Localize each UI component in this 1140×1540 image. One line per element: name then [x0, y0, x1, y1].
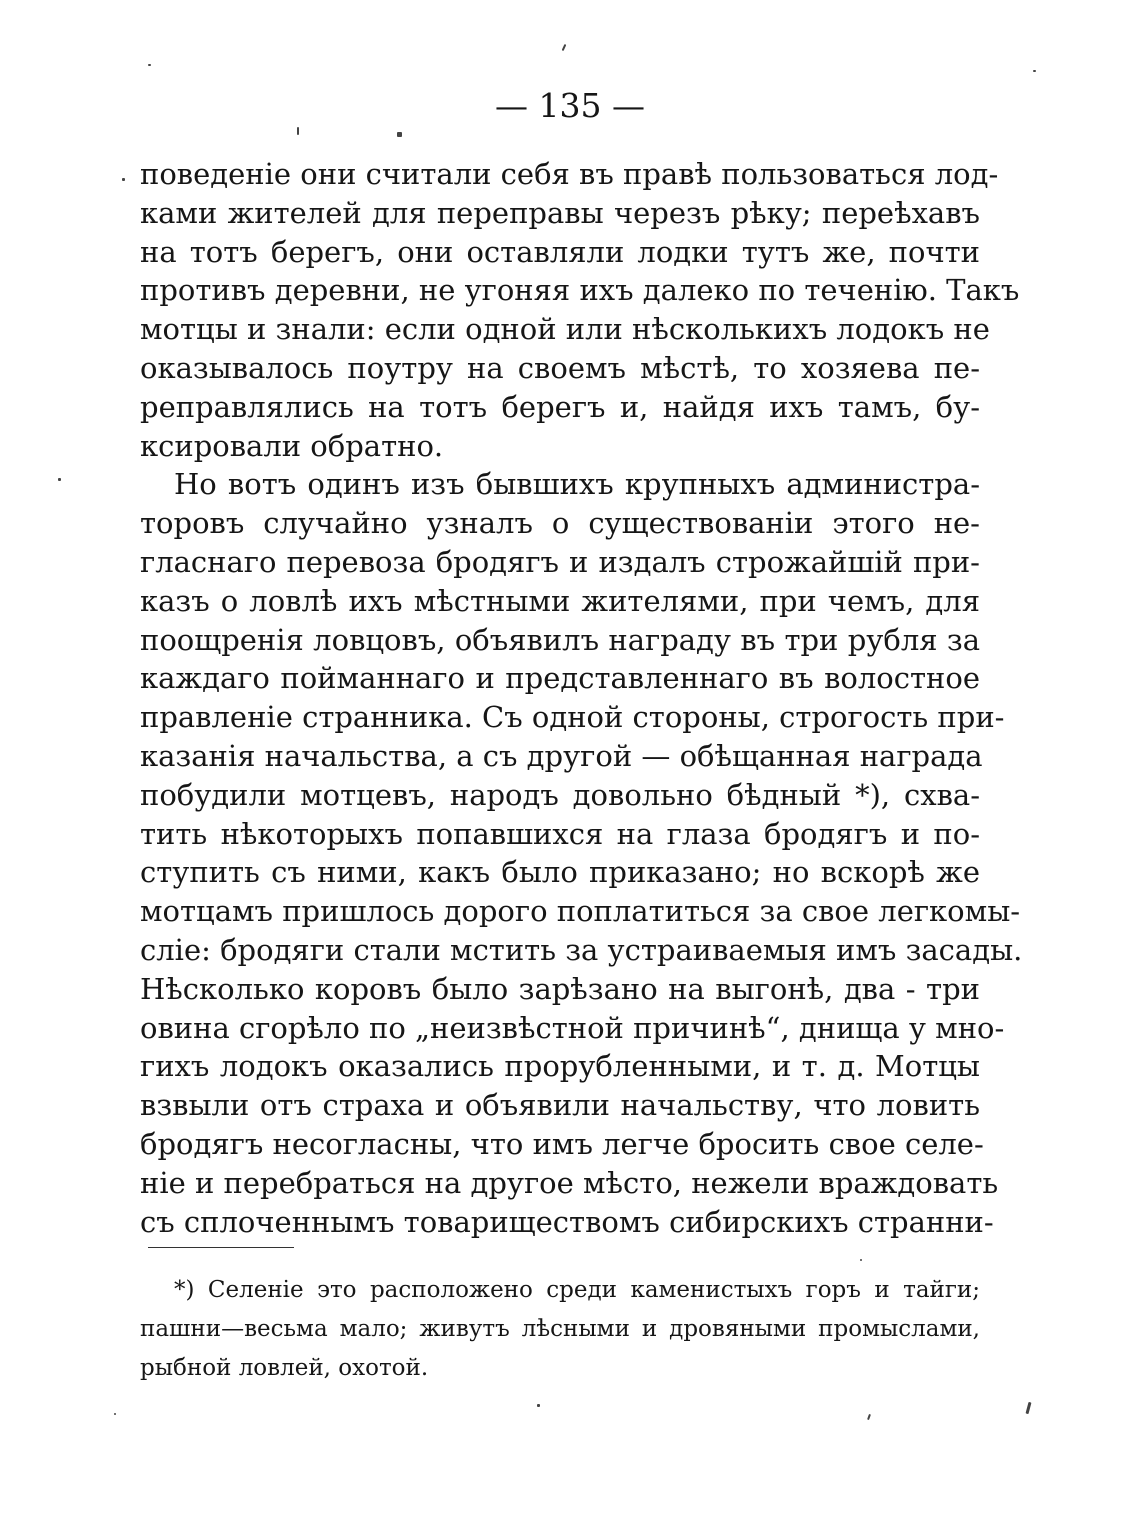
- print-speck: [562, 44, 567, 51]
- footnote-line: пашни—весьма мало; живутъ лѣсными и дровяными промыслами,: [140, 1315, 980, 1342]
- text-line: сліе: бродяги стали мстить за устраиваемыя имъ засады.: [140, 932, 1023, 967]
- text-line: каждаго пойманнаго и представленнаго въ волостное: [140, 661, 980, 696]
- text-line: съ сплоченнымъ товариществомъ сибирскихъ странни-: [140, 1204, 994, 1239]
- print-speck: [122, 178, 125, 181]
- text-line: мотцамъ пришлось дорого поплатиться за свое легкомы-: [140, 894, 1021, 929]
- print-speck: [148, 64, 151, 66]
- print-speck: [860, 1259, 862, 1261]
- print-speck: [114, 1413, 116, 1415]
- text-line: тить нѣкоторыхъ попавшихся на глаза бродягъ и по-: [140, 816, 980, 851]
- text-line: торовъ случайно узналъ о существованіи этого не-: [140, 506, 980, 541]
- text-line: оказывалось поутру на своемъ мѣстѣ, то хозяева пе-: [140, 350, 980, 385]
- print-speck: [1025, 1402, 1031, 1414]
- text-line: гихъ лодокъ оказались прорубленными, и т. д. Мотцы: [140, 1049, 980, 1084]
- page-number: — 135 —: [495, 86, 645, 125]
- footnote-line: *) Селеніе это расположено среди каменистыхъ горъ и тайги;: [174, 1277, 980, 1303]
- body-text: [140, 155, 1023, 1241]
- text-line: правленіе странника. Съ одной стороны, строгость при-: [140, 700, 1005, 735]
- text-line: ками жителей для переправы черезъ рѣку; переѣхавъ: [140, 195, 980, 230]
- text-line: взвыли отъ страха и объявили начальству, что ловить: [140, 1088, 980, 1123]
- text-line: гласнаго перевоза бродягъ и издалъ строжайшій при-: [140, 544, 980, 579]
- text-line: ступить съ ними, какъ было приказано; но вскорѣ же: [140, 855, 980, 890]
- footnote-separator: [148, 1247, 294, 1248]
- text-line: казанія начальства, а съ другой — обѣщанная награда: [140, 738, 983, 773]
- text-line: овина сгорѣло по „неизвѣстной причинѣ“, днища у мно-: [140, 1010, 1005, 1045]
- text-line: побудили мотцевъ, народъ довольно бѣдный *), схва-: [140, 777, 980, 812]
- print-speck: [867, 1414, 871, 1420]
- footnote-line: рыбной ловлей, охотой.: [140, 1354, 429, 1381]
- print-speck: [537, 1404, 540, 1407]
- text-line: реправлялись на тотъ берегъ и, найдя ихъ тамъ, бу-: [140, 389, 980, 424]
- text-line: ксировали обратно.: [140, 428, 444, 463]
- print-speck: [397, 132, 402, 137]
- footnote: [140, 1272, 980, 1388]
- text-line: мотцы и знали: если одной или нѣсколькихъ лодокъ не: [140, 312, 990, 347]
- print-speck: [1033, 70, 1036, 72]
- text-line: казъ о ловлѣ ихъ мѣстными жителями, при чемъ, для: [140, 583, 980, 618]
- text-line: противъ деревни, не угоняя ихъ далеко по теченію. Такъ: [140, 273, 1020, 308]
- print-speck: [58, 478, 61, 481]
- text-line: Нѣсколько коровъ было зарѣзано на выгонѣ, два - три: [140, 971, 980, 1006]
- text-line: ніе и перебраться на другое мѣсто, нежели враждовать: [140, 1165, 999, 1200]
- text-line: Но вотъ одинъ изъ бывшихъ крупныхъ администра-: [174, 467, 980, 502]
- text-line: на тотъ берегъ, они оставляли лодки тутъ же, почти: [140, 234, 980, 269]
- text-line: поведеніе они считали себя въ правѣ пользоваться лод-: [140, 157, 999, 191]
- text-line: поощренія ловцовъ, объявилъ награду въ три рубля за: [140, 622, 980, 657]
- text-line: бродягъ несогласны, что имъ легче бросить свое селе-: [140, 1126, 984, 1161]
- print-speck: [297, 127, 299, 135]
